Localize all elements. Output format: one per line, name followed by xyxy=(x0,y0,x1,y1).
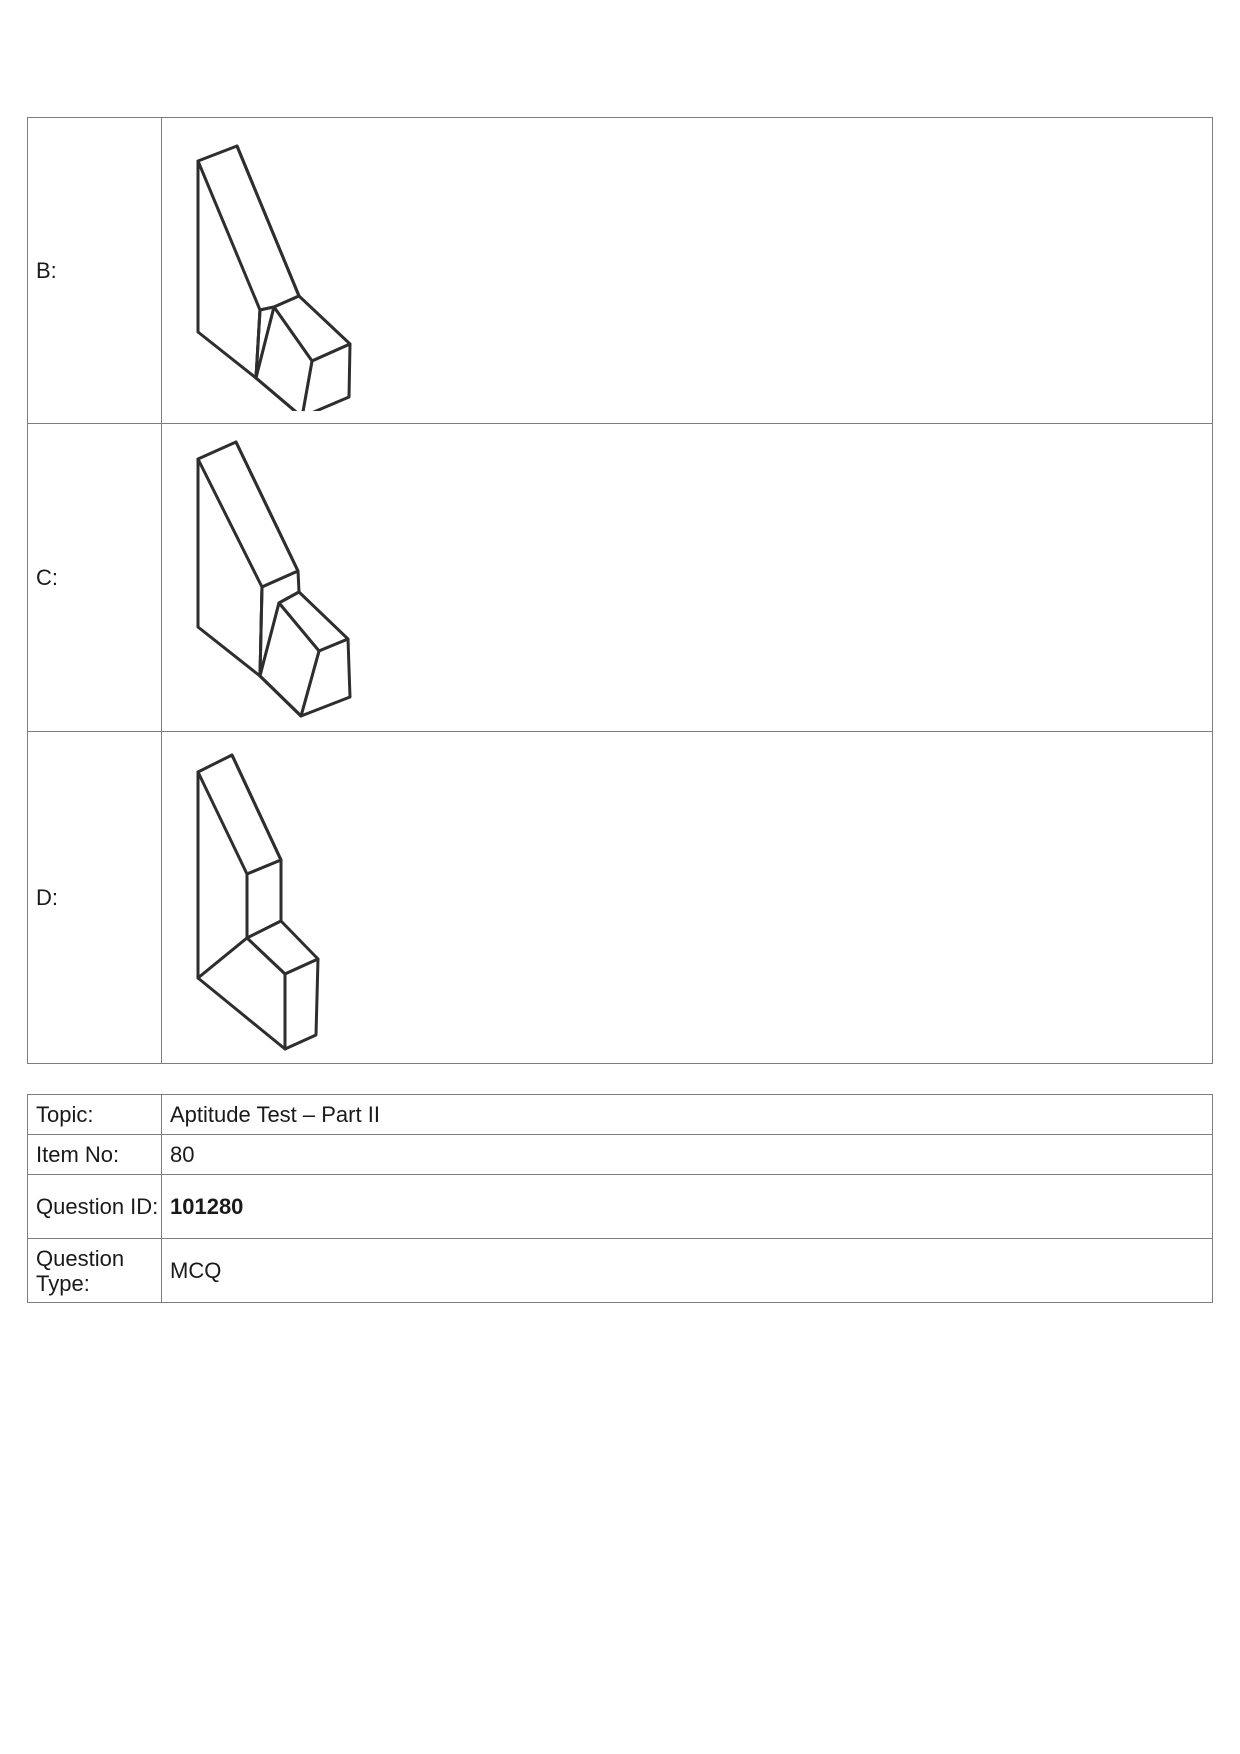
option-row-b xyxy=(28,118,1213,424)
options-table xyxy=(27,117,1213,1064)
option-row-d xyxy=(28,732,1213,1064)
question-id-label: Question ID: xyxy=(28,1175,162,1239)
question-meta-table xyxy=(27,1094,1213,1303)
item-no-value: 80 xyxy=(162,1135,1213,1175)
option-b-block-figure xyxy=(172,131,352,411)
meta-row-question-type xyxy=(28,1239,1213,1303)
meta-row-item-no xyxy=(28,1135,1213,1175)
option-figure-cell-b xyxy=(162,118,1213,424)
option-d-block-figure xyxy=(172,743,352,1053)
question-type-label: Question Type: xyxy=(28,1239,162,1303)
option-label-c: C: xyxy=(28,424,162,732)
topic-label: Topic: xyxy=(28,1095,162,1135)
question-type-value: MCQ xyxy=(162,1239,1213,1303)
topic-value: Aptitude Test – Part II xyxy=(162,1095,1213,1135)
meta-row-topic xyxy=(28,1095,1213,1135)
option-c-block-figure xyxy=(172,433,352,723)
option-figure-cell-c xyxy=(162,424,1213,732)
option-label-b: B: xyxy=(28,118,162,424)
question-id-value: 101280 xyxy=(162,1175,1213,1239)
option-row-c xyxy=(28,424,1213,732)
option-figure-cell-d xyxy=(162,732,1213,1064)
item-no-label: Item No: xyxy=(28,1135,162,1175)
option-label-d: D: xyxy=(28,732,162,1064)
meta-row-question-id xyxy=(28,1175,1213,1239)
